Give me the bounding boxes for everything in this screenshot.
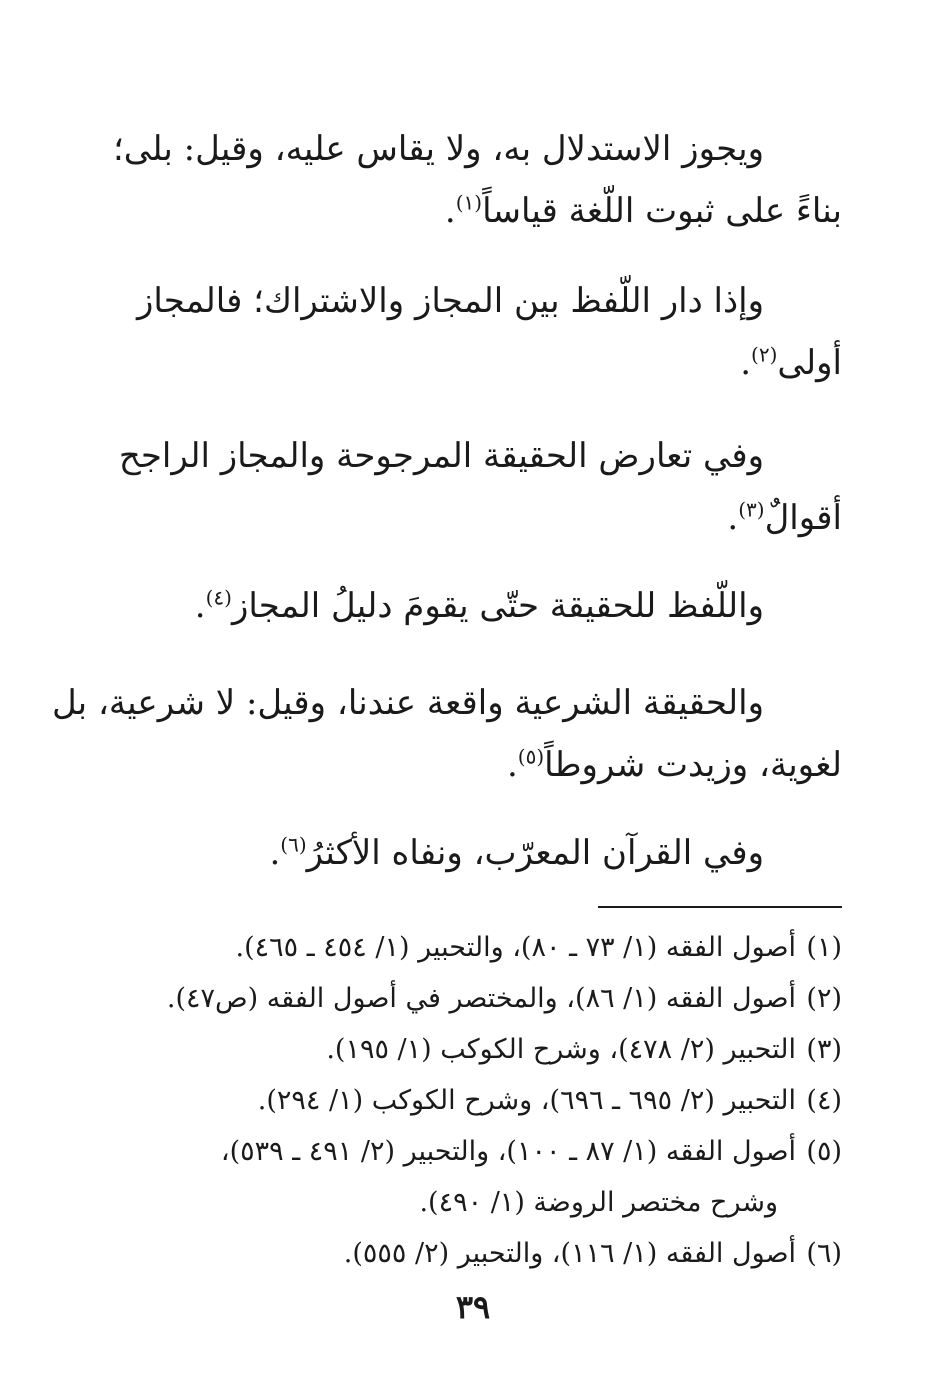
page-number: ٣٩ [455,1288,491,1326]
footnote-ref-2[interactable]: (٢) [751,342,778,367]
sentence-end: . [444,191,456,231]
footnote-text: أصول الفقه (١/ ١١٦)، والتحبير (٢/ ٥٥٥). [343,1238,796,1269]
paragraph-text: أقوالٌ [764,498,842,538]
footnote-text: التحبير (٢/ ٤٧٨)، وشرح الكوكب (١/ ١٩٥). [326,1034,796,1065]
paragraph-line: وإذا دار اللّفظ بين المجاز والاشتراك؛ فالمجاز [136,281,764,321]
paragraph-line-last [106,180,842,242]
footnote-separator [598,906,842,908]
footnote-number: (٣) [806,1034,842,1065]
footnote-ref-1[interactable]: (١) [455,190,483,215]
footnote-number: (٢) [806,983,842,1014]
sentence-end: . [727,498,739,538]
footnote-text: أصول الفقه (١/ ٧٣ ـ ٨٠)، والتحبير (١/ ٤٥٤ ـ ٤٦٥). [235,932,796,963]
paragraph-6 [106,822,842,884]
footnote-ref-4[interactable]: (٤) [205,585,232,610]
paragraph-text: وفي القرآن المعرّب، ونفاه الأكثرُ [306,833,764,873]
footnote-text: أصول الفقه (١/ ٨٧ ـ ١٠٠)، والتحبير (٢/ ٤٩١ ـ ٥٣٩)، [220,1136,796,1167]
footnote-ref-3[interactable]: (٣) [738,497,765,522]
paragraph-text: بناءً على ثبوت اللّغة قياساً [482,191,842,231]
footnote-text: أصول الفقه (١/ ٨٦)، والمختصر في أصول الفقه (ص٤٧). [166,983,796,1014]
sentence-end: . [194,586,206,626]
paragraph-line-last [106,734,842,796]
paragraph-line: وفي تعارض الحقيقة المرجوحة والمجاز الراجح [118,436,764,476]
paragraph-line-last [106,575,842,637]
sentence-end: . [506,745,518,785]
paragraph-2 [106,270,842,394]
paragraph-text: لغوية، وزيدت شروطاً [544,745,842,785]
paragraph-line-last [106,822,842,884]
footnote-3 [106,1024,842,1075]
paragraph-1 [106,118,842,242]
footnote-number: (٦) [806,1238,842,1269]
paragraph-text: واللّفظ للحقيقة حتّى يقومَ دليلُ المجاز [231,586,764,626]
footnote-ref-6[interactable]: (٦) [280,832,307,857]
footnote-2 [106,973,842,1024]
paragraph-line: والحقيقة الشرعية واقعة عندنا، وقيل: لا شرعية، بل [51,683,764,723]
footnote-number: (٤) [806,1085,842,1116]
footnote-text: التحبير (٢/ ٦٩٥ ـ ٦٩٦)، وشرح الكوكب (١/ ٢٩٤). [257,1085,796,1116]
footnote-number: (٥) [806,1136,842,1167]
footnote-ref-5[interactable]: (٥) [517,744,545,769]
paragraph-5 [51,672,842,796]
paragraph-text: أولى [777,343,842,383]
footnote-6 [106,1228,842,1279]
paragraph-line-last [106,487,842,549]
footnotes [106,922,842,1279]
paragraph-3 [106,425,842,549]
sentence-end: . [740,343,752,383]
footnote-4 [106,1075,842,1126]
footnote-1 [106,922,842,973]
sentence-end: . [269,833,281,873]
footnote-5-continued: وشرح مختصر الروضة (١/ ٤٩٠). [419,1187,778,1218]
paragraph-4 [106,575,842,637]
paragraph-line-last [106,332,842,394]
footnote-number: (١) [806,932,842,963]
footnote-5 [106,1126,842,1177]
paragraph-line: ويجوز الاستدلال به، ولا يقاس عليه، وقيل: بلى؛ [113,129,764,169]
